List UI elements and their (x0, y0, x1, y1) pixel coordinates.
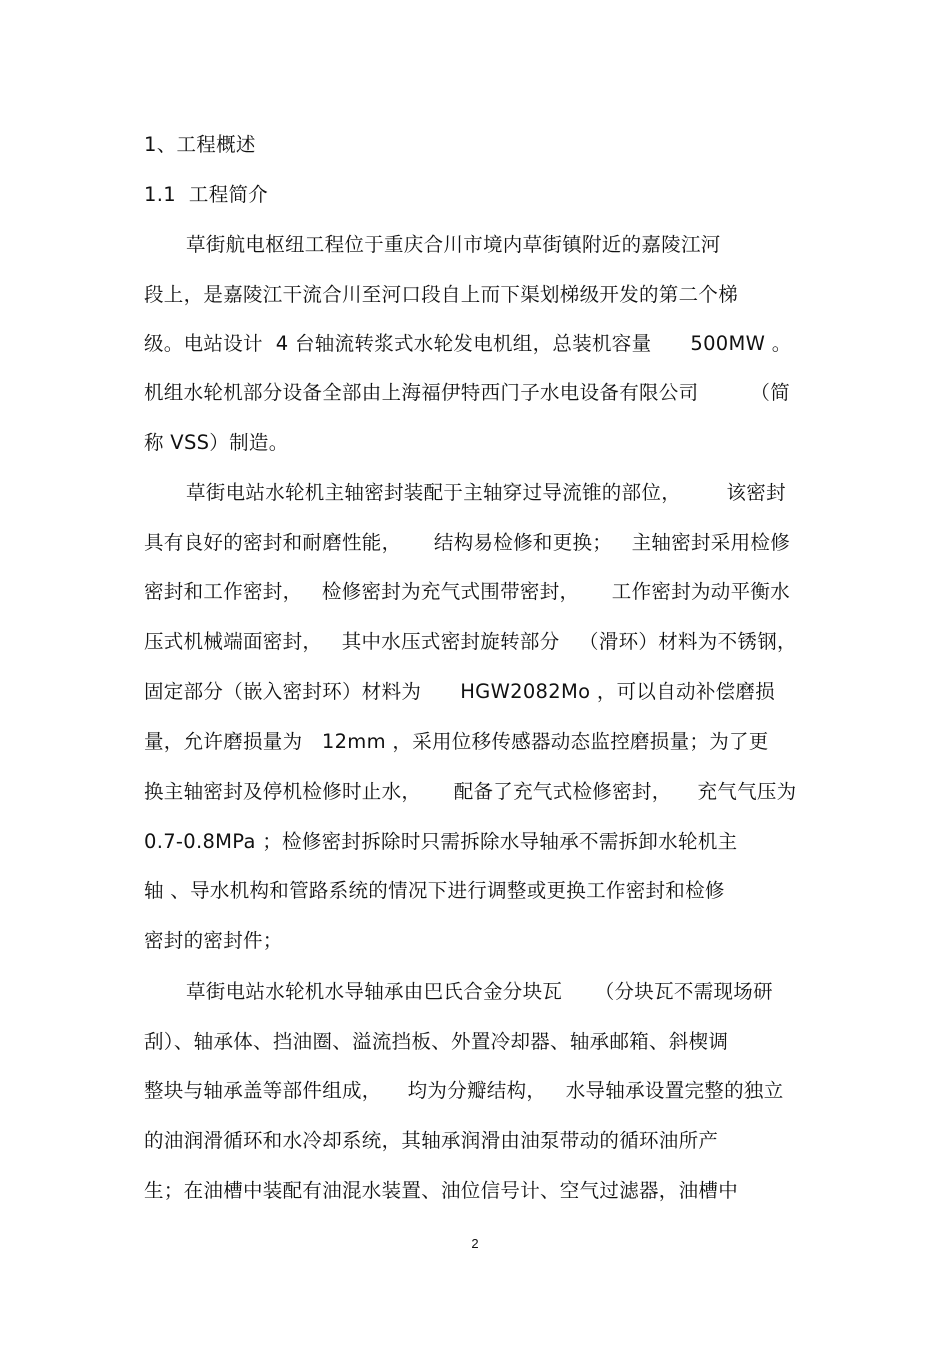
paragraph-line: 压式机械端面密封， 其中水压式密封旋转部分 （滑环）材料为不锈钢， (144, 630, 797, 653)
paragraph-line: 换主轴密封及停机检修时止水， 配备了充气式检修密封， 充气气压为 (144, 780, 797, 803)
paragraph-line: 密封和工作密封， 检修密封为充气式围带密封， 工作密封为动平衡水 (144, 580, 790, 603)
paragraph-line: 0.7-0.8MPa ；检修密封拆除时只需拆除水导轴承不需拆卸水轮机主 (144, 830, 738, 853)
paragraph-line: 轴 、导水机构和管路系统的情况下进行调整或更换工作密封和检修 (144, 879, 725, 902)
paragraph-line: 机组水轮机部分设备全部由上海福伊特西门子水电设备有限公司 （简 (144, 381, 790, 404)
page-number: 2 (471, 1236, 479, 1251)
paragraph-line: 草街航电枢纽工程位于重庆合川市境内草街镇附近的嘉陵江河 (186, 233, 721, 256)
paragraph-line: 段上，是嘉陵江干流合川至河口段自上而下渠划梯级开发的第二个梯 (144, 283, 739, 306)
section-heading: 1、工程概述 (144, 133, 256, 156)
paragraph-line: 固定部分（嵌入密封环）材料为 HGW2082Mo ，可以自动补偿磨损 (144, 680, 776, 703)
paragraph-line: 草街电站水轮机主轴密封装配于主轴穿过导流锥的部位， 该密封 (186, 481, 786, 504)
paragraph-line: 刮）、轴承体、挡油圈、溢流挡板、外置冷却器、轴承邮箱、斜楔调 (144, 1030, 729, 1053)
paragraph-line: 的油润滑循环和水冷却系统，其轴承润滑由油泵带动的循环油所产 (144, 1129, 719, 1152)
paragraph-line: 整块与轴承盖等部件组成， 均为分瓣结构， 水导轴承设置完整的独立 (144, 1079, 784, 1102)
paragraph-line: 级。电站设计 4 台轴流转浆式水轮发电机组，总装机容量 500MW 。 (144, 332, 792, 355)
paragraph-line: 草街电站水轮机水导轴承由巴氏合金分块瓦 （分块瓦不需现场研 (186, 980, 773, 1003)
paragraph-line: 称 VSS）制造。 (144, 431, 289, 454)
paragraph-line: 密封的密封件； (144, 929, 283, 952)
paragraph-line: 生；在油槽中装配有油混水装置、油位信号计、空气过滤器，油槽中 (144, 1179, 739, 1202)
subsection-heading: 1.1 工程简介 (144, 183, 269, 206)
paragraph-line: 具有良好的密封和耐磨性能， 结构易检修和更换； 主轴密封采用检修 (144, 531, 790, 554)
paragraph-line: 量，允许磨损量为 12mm ，采用位移传感器动态监控磨损量；为了更 (144, 730, 769, 753)
